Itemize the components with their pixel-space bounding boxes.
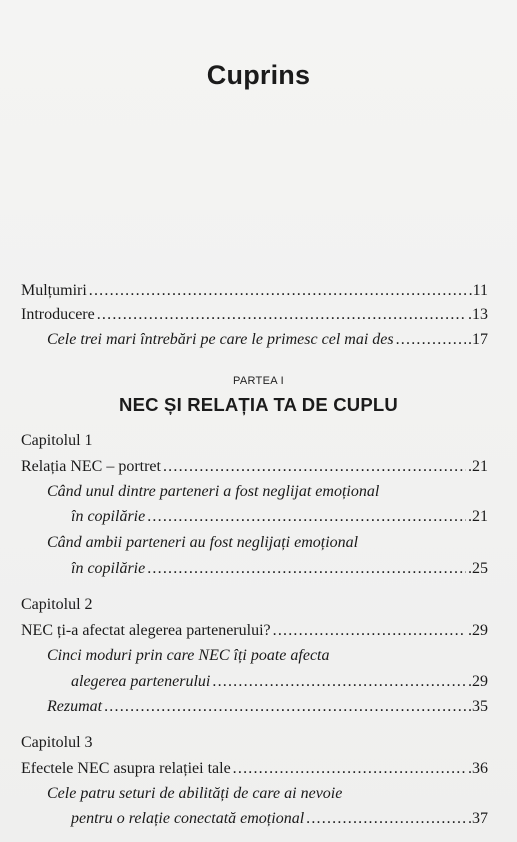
toc-entry[interactable]	[21, 456, 488, 478]
toc-entry[interactable]	[47, 329, 488, 351]
dot-leader	[273, 620, 466, 642]
toc-entry[interactable]	[21, 304, 488, 326]
toc-entry-page: .37	[468, 810, 488, 827]
toc-entry-page: .35	[468, 698, 488, 715]
toc-entry-title: Rezumat	[47, 698, 103, 715]
toc-entry-page: .25	[468, 560, 488, 577]
dot-leader	[212, 671, 466, 693]
dot-leader	[104, 696, 466, 718]
toc-entry-title: Mulțumiri	[21, 282, 87, 299]
toc-entry-page: .21	[468, 508, 488, 525]
toc-entry-page: .36	[468, 760, 488, 777]
toc-entry-page: .17	[468, 331, 488, 348]
toc-entry-title: în copilărie	[71, 560, 146, 577]
toc-entry[interactable]	[21, 620, 488, 642]
dot-leader	[306, 808, 466, 830]
toc-entry-title: NEC ți-a afectat alegerea partenerului?	[21, 622, 271, 639]
toc-subentry-line[interactable]: Când unul dintre parteneri a fost neglijat emoțional	[47, 483, 380, 500]
toc-entry-page: .13	[468, 306, 488, 323]
toc-entry-title: Cele trei mari întrebări pe care le primesc cel mai des	[47, 331, 394, 348]
page-title: Cuprins	[206, 60, 311, 90]
toc-entry[interactable]	[21, 280, 488, 302]
toc-subentry-line[interactable]: Cinci moduri prin care NEC îți poate afecta	[47, 647, 330, 664]
dot-leader	[147, 506, 466, 528]
dot-leader	[396, 329, 466, 351]
toc-subentry-line[interactable]: Cele patru seturi de abilități de care ai nevoie	[47, 785, 343, 802]
toc-entry-title: pentru o relație conectată emoțional	[71, 810, 305, 827]
toc-entry-title: Relația NEC – portret	[21, 458, 161, 475]
toc-entry[interactable]	[21, 758, 488, 780]
toc-entry[interactable]	[47, 696, 488, 718]
toc-entry-title: alegerea partenerului	[71, 673, 211, 690]
toc-entry-title: în copilărie	[71, 508, 146, 525]
dot-leader	[147, 558, 466, 580]
toc-entry-page: .21	[468, 458, 488, 475]
toc-entry-title: Efectele NEC asupra relației tale	[21, 760, 231, 777]
toc-entry-page: .11	[468, 282, 488, 299]
toc-subentry-line[interactable]: Când ambii parteneri au fost neglijați emoțional	[47, 534, 359, 551]
toc-entry[interactable]	[71, 671, 488, 693]
toc-entry-page: .29	[468, 673, 488, 690]
part-label: PARTEA I	[233, 375, 284, 387]
chapter-label: Capitolul 3	[21, 734, 93, 751]
chapter-label: Capitolul 1	[21, 432, 93, 449]
chapter-label: Capitolul 2	[21, 596, 93, 613]
toc-entry[interactable]	[71, 808, 488, 830]
toc-entry[interactable]	[71, 558, 488, 580]
dot-leader	[163, 456, 466, 478]
toc-entry[interactable]	[71, 506, 488, 528]
toc-entry-title: Introducere	[21, 306, 95, 323]
dot-leader	[233, 758, 466, 780]
part-title: NEC ȘI RELAȚIA TA DE CUPLU	[119, 394, 398, 415]
toc-entry-page: .29	[468, 622, 488, 639]
dot-leader	[89, 280, 467, 302]
dot-leader	[97, 304, 466, 326]
